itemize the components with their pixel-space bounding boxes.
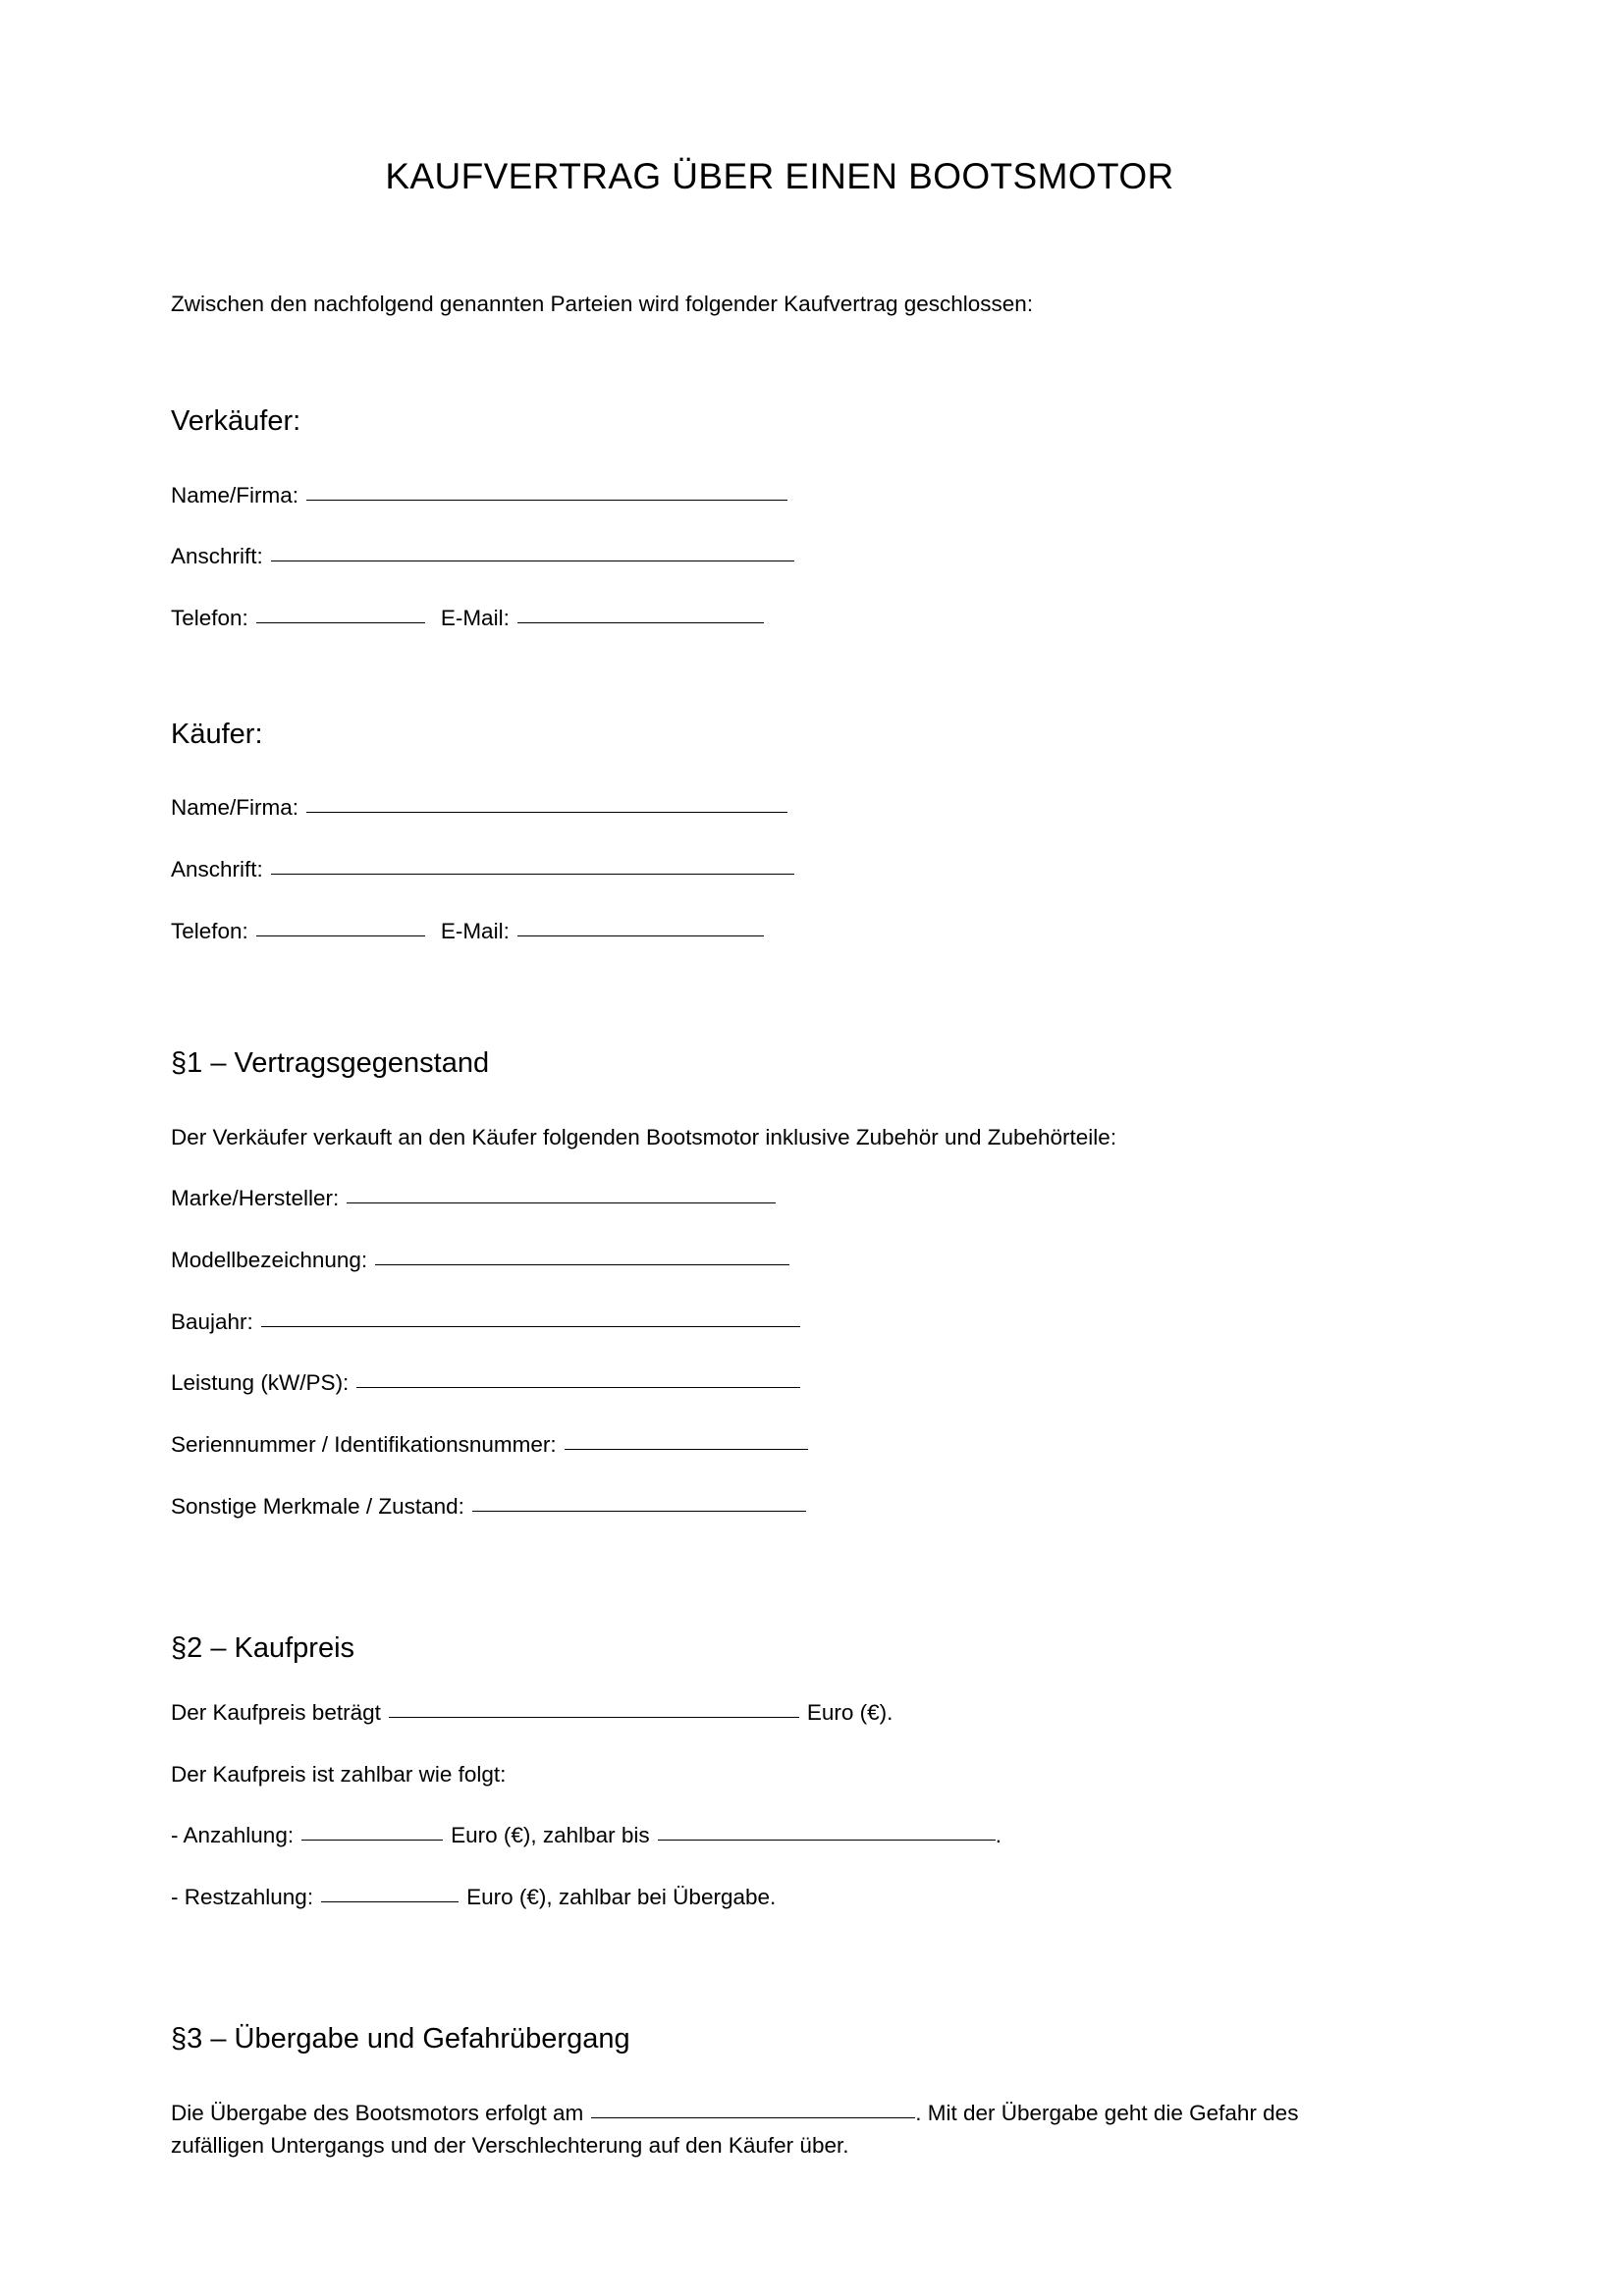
handover-date-input[interactable] (591, 2117, 915, 2118)
page-title: KAUFVERTRAG ÜBER EINEN BOOTSMOTOR (385, 156, 1174, 196)
seller-address-row (171, 541, 1388, 573)
year-input[interactable] (261, 1326, 800, 1327)
seller-address-label: Anschrift: (171, 544, 263, 569)
section-1-heading: §1 – Vertragsgegenstand (171, 1047, 490, 1080)
seller-email-input[interactable] (517, 622, 764, 623)
downpayment-end-period: . (995, 1823, 1001, 1848)
buyer-heading: Käufer: (171, 718, 263, 750)
balance-payment-row (171, 1882, 1388, 1914)
other-features-input[interactable] (472, 1511, 806, 1512)
buyer-address-row (171, 854, 1388, 886)
seller-email-label: E-Mail: (440, 605, 510, 630)
seller-contact-row (171, 603, 1388, 635)
brand-label: Marke/Hersteller: (171, 1186, 340, 1211)
balance-payment-suffix: Euro (€), zahlbar bei Übergabe. (466, 1884, 777, 1909)
serial-label: Seriennummer / Identifikationsnummer: (171, 1431, 557, 1457)
serial-input[interactable] (565, 1449, 808, 1450)
other-features-row (171, 1491, 1388, 1523)
year-row (171, 1307, 1388, 1339)
power-input[interactable] (356, 1387, 800, 1388)
serial-row (171, 1429, 1388, 1462)
buyer-phone-input[interactable] (256, 935, 425, 936)
purchase-price-input[interactable] (389, 1717, 799, 1718)
section-2-heading: §2 – Kaufpreis (171, 1632, 355, 1665)
model-label: Modellbezeichnung: (171, 1248, 368, 1273)
brand-input[interactable] (347, 1202, 776, 1203)
purchase-price-row (171, 1697, 1388, 1730)
seller-phone-label: Telefon: (171, 605, 248, 630)
downpayment-label: - Anzahlung: (171, 1823, 295, 1848)
buyer-name-label: Name/Firma: (171, 795, 299, 821)
buyer-email-input[interactable] (517, 935, 764, 936)
section-1-intro: Der Verkäufer verkauft an den Käufer folgenden Bootsmotor inklusive Zubehör und Zubehörteile: (171, 1124, 1117, 1149)
seller-heading: Verkäufer: (171, 405, 301, 438)
downpayment-mid-text: Euro (€), zahlbar bis (451, 1823, 650, 1848)
section-3-heading: §3 – Übergabe und Gefahrübergang (171, 2023, 630, 2056)
power-label: Leistung (kW/PS): (171, 1370, 350, 1396)
power-row (171, 1367, 1388, 1400)
buyer-address-input[interactable] (271, 874, 794, 875)
seller-phone-input[interactable] (256, 622, 425, 623)
payment-terms-intro: Der Kaufpreis ist zahlbar wie folgt: (171, 1761, 507, 1787)
buyer-name-row (171, 792, 1388, 825)
purchase-price-suffix: Euro (€). (806, 1699, 893, 1725)
intro-paragraph: Zwischen den nachfolgend genannten Parteien wird folgender Kaufvertrag geschlossen: (171, 292, 1034, 317)
handover-suffix: . Mit der Übergabe geht die Gefahr des zufälligen Untergangs und der Verschlechterung auf den Käufer über. (171, 2101, 1299, 2158)
balance-payment-input[interactable] (321, 1901, 459, 1902)
model-input[interactable] (375, 1264, 789, 1265)
handover-prefix: Die Übergabe des Bootsmotors erfolgt am (171, 2101, 584, 2126)
downpayment-amount-input[interactable] (301, 1840, 443, 1841)
buyer-address-label: Anschrift: (171, 856, 263, 881)
purchase-price-prefix: Der Kaufpreis beträgt (171, 1699, 381, 1725)
handover-paragraph (171, 2098, 1388, 2162)
seller-name-label: Name/Firma: (171, 482, 299, 507)
other-features-label: Sonstige Merkmale / Zustand: (171, 1493, 464, 1519)
document-content (171, 0, 1388, 2162)
seller-name-input[interactable] (306, 500, 787, 501)
brand-row (171, 1183, 1388, 1215)
buyer-email-label: E-Mail: (440, 918, 510, 943)
buyer-phone-label: Telefon: (171, 918, 248, 943)
downpayment-date-input[interactable] (658, 1840, 996, 1841)
model-row (171, 1245, 1388, 1277)
buyer-name-input[interactable] (306, 812, 787, 813)
balance-payment-label: - Restzahlung: (171, 1884, 314, 1909)
seller-name-row (171, 480, 1388, 512)
year-label: Baujahr: (171, 1308, 253, 1334)
downpayment-row (171, 1820, 1388, 1852)
buyer-contact-row (171, 916, 1388, 948)
